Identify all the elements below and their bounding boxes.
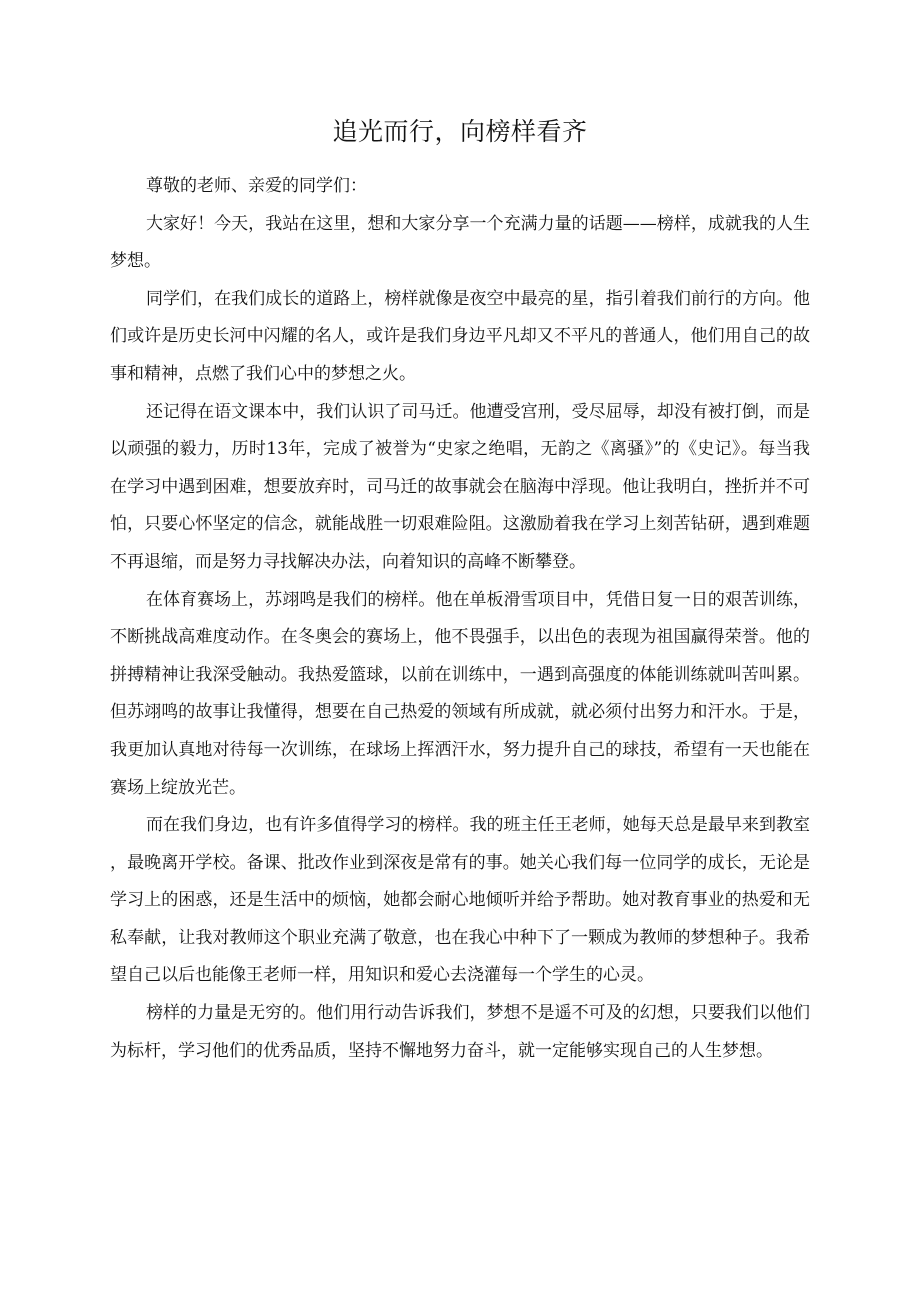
document-title: 追光而行，向榜样看齐 bbox=[332, 117, 588, 146]
document-body bbox=[110, 168, 810, 1070]
paragraph-conclusion: 榜样的力量是无穷的。他们用行动告诉我们，梦想不是遥不可及的幻想，只要我们以他们为标杆，学习他们的优秀品质，坚持不懈地努力奋斗，就一定能够实现自己的人生梦想。 bbox=[110, 1003, 810, 1061]
paragraph-teacher-wang: 而在我们身边，也有许多值得学习的榜样。我的班主任王老师，她每天总是最早来到教室，最晚离开学校。备课、批改作业到深夜是常有的事。她关心我们每一位同学的成长，无论是学习上的困惑，还是生活中的烦恼，她都会耐心地倾听并给予帮助。她对教育事业的热爱和无私奉献，让我对教师这个职业充满了敬意，也在我心中种下了一颗成为教师的梦想种子。我希望自己以后也能像王老师一样，用知识和爱心去浇灌每一个学生的心灵。 bbox=[110, 815, 810, 986]
paragraph-role-models: 同学们，在我们成长的道路上，榜样就像是夜空中最亮的星，指引着我们前行的方向。他们或许是历史长河中闪耀的名人，或许是我们身边平凡却又不平凡的普通人，他们用自己的故事和精神，点燃了我们心中的梦想之火。 bbox=[110, 288, 810, 384]
paragraph-su-yiming: 在体育赛场上，苏翊鸣是我们的榜样。他在单板滑雪项目中，凭借日复一日的艰苦训练，不断挑战高难度动作。在冬奥会的赛场上，他不畏强手，以出色的表现为祖国赢得荣誉。他的拼搏精神让我深受触动。我热爱篮球，以前在训练中，一遇到高强度的体能训练就叫苦叫累。但苏翊鸣的故事让我懂得，想要在自己热爱的领域有所成就，就必须付出努力和汗水。于是，我更加认真地对待每一次训练，在球场上挥洒汗水，努力提升自己的球技，希望有一天也能在赛场上绽放光芒。 bbox=[110, 589, 810, 798]
paragraph-sima-qian: 还记得在语文课本中，我们认识了司马迁。他遭受宫刑，受尽屈辱，却没有被打倒，而是以顽强的毅力，历时13年，完成了被誉为“史家之绝唱，无韵之《离骚》”的《史记》。每当我在学习中遇到困难，想要放弃时，司马迁的故事就会在脑海中浮现。他让我明白，挫折并不可怕，只要心怀坚定的信念，就能战胜一切艰难险阻。这激励着我在学习上刻苦钻研，遇到难题不再退缩，而是努力寻找解决办法，向着知识的高峰不断攀登。 bbox=[110, 401, 810, 572]
paragraph-greeting: 大家好！今天，我站在这里，想和大家分享一个充满力量的话题——榜样，成就我的人生梦想。 bbox=[110, 213, 810, 272]
salutation: 尊敬的老师、亲爱的同学们： bbox=[146, 176, 367, 196]
